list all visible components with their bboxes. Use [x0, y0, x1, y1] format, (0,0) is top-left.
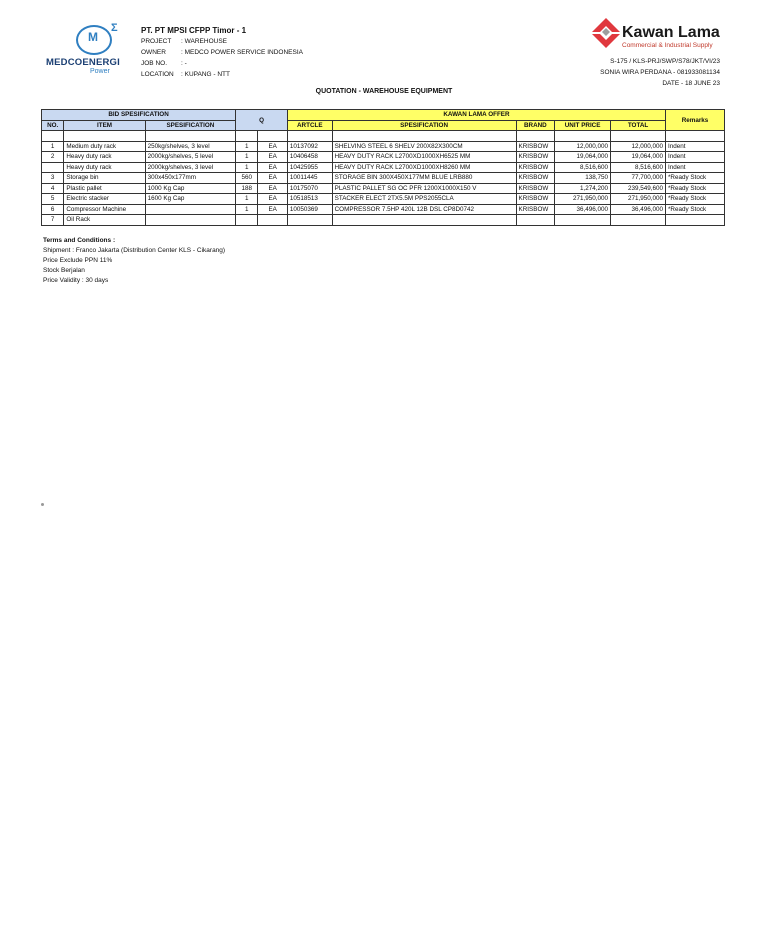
cell-no: 6	[42, 204, 64, 215]
quotation-table	[41, 109, 725, 226]
header-value: : -	[181, 60, 187, 67]
terms-line: Shipment : Franco Jakarta (Distribution Center KLS - Cikarang)	[43, 247, 226, 254]
cell-qty: 1	[236, 162, 258, 173]
bid-spec-group-header: BID SPESIFICATION	[42, 110, 236, 121]
cell-item: Electric stacker	[64, 194, 145, 205]
header-key: OWNER	[141, 49, 166, 56]
table-row	[42, 194, 725, 205]
medco-logo	[44, 22, 124, 80]
cell-brand: KRISBOW	[516, 141, 555, 152]
cell-brand	[516, 215, 555, 226]
cell-total: 239,549,600	[611, 183, 666, 194]
cell-offer-spec: COMPRESSOR 7.5HP 420L 12B DSL CP8D0742	[332, 204, 516, 215]
cell-offer-spec: HEAVY DUTY RACK L2700XD1000XH8260 MM	[332, 162, 516, 173]
cell-brand: KRISBOW	[516, 194, 555, 205]
col-unit-price: UNIT PRICE	[555, 120, 611, 131]
cell-article: 10406458	[287, 152, 332, 163]
cell-unit: EA	[258, 141, 287, 152]
cell-total	[611, 215, 666, 226]
company-title: PT. PT MPSI CFPP Timor - 1	[141, 26, 247, 35]
cell-remarks: Indent	[665, 162, 724, 173]
cell-brand: KRISBOW	[516, 152, 555, 163]
medco-sub: Power	[90, 68, 110, 75]
cell-item: Oil Rack	[64, 215, 145, 226]
cell-remarks: *Ready Stock	[665, 183, 724, 194]
cell-remarks	[665, 215, 724, 226]
cell-spec	[145, 215, 235, 226]
cell-article: 10050369	[287, 204, 332, 215]
medco-sigma: Σ	[111, 22, 118, 34]
date-line: DATE - 18 JUNE 23	[662, 80, 720, 87]
cell-remarks: *Ready Stock	[665, 173, 724, 184]
kawan-lama-name: Kawan Lama	[622, 24, 720, 41]
medco-name: MEDCOENERGI	[46, 57, 120, 68]
cell-item: Heavy duty rack	[64, 152, 145, 163]
cell-offer-spec	[332, 215, 516, 226]
remarks-header: Remarks	[665, 110, 724, 131]
kawan-lama-mark-icon	[592, 18, 620, 50]
cell-unit-price: 36,496,000	[555, 204, 611, 215]
table-row	[42, 204, 725, 215]
header-value: : WAREHOUSE	[181, 38, 227, 45]
cell-unit: EA	[258, 194, 287, 205]
cell-qty: 1	[236, 194, 258, 205]
cell-qty: 1	[236, 204, 258, 215]
cell-unit	[258, 215, 287, 226]
cell-spec: 250kg/shelves, 3 level	[145, 141, 235, 152]
header-row-job	[141, 60, 187, 67]
cell-total: 36,496,000	[611, 204, 666, 215]
cell-no	[42, 162, 64, 173]
header-value: : KUPANG - NTT	[181, 71, 230, 78]
cell-article: 10137092	[287, 141, 332, 152]
cell-brand: KRISBOW	[516, 204, 555, 215]
header-row-owner	[141, 49, 303, 56]
cell-unit: EA	[258, 173, 287, 184]
cell-total: 12,000,000	[611, 141, 666, 152]
terms-line: Price Exclude PPN 11%	[43, 257, 113, 264]
terms-heading: Terms and Conditions :	[43, 237, 116, 244]
cell-unit: EA	[258, 162, 287, 173]
cell-no: 2	[42, 152, 64, 163]
cell-item: Medium duty rack	[64, 141, 145, 152]
spacer-row	[42, 131, 725, 142]
offer-group-header: KAWAN LAMA OFFER	[287, 110, 665, 121]
cell-spec: 300x450x177mm	[145, 173, 235, 184]
cell-unit: EA	[258, 204, 287, 215]
cell-remarks: *Ready Stock	[665, 204, 724, 215]
cell-unit-price: 8,516,600	[555, 162, 611, 173]
header-row-project	[141, 38, 227, 45]
cell-brand: KRISBOW	[516, 173, 555, 184]
kawan-lama-logo	[592, 18, 726, 54]
cell-offer-spec: STACKER ELECT 2TX5.5M PPS2055CLA	[332, 194, 516, 205]
stray-dot	[41, 503, 44, 506]
cell-unit-price: 12,000,000	[555, 141, 611, 152]
cell-spec	[145, 204, 235, 215]
cell-spec: 1000 Kg Cap	[145, 183, 235, 194]
cell-remarks: *Ready Stock	[665, 194, 724, 205]
col-total: TOTAL	[611, 120, 666, 131]
cell-offer-spec: SHELVING STEEL 6 SHELV 200X82X300CM	[332, 141, 516, 152]
table-row	[42, 173, 725, 184]
header-value: : MEDCO POWER SERVICE INDONESIA	[181, 49, 303, 56]
col-spec: SPESIFICATION	[145, 120, 235, 131]
col-item: ITEM	[64, 120, 145, 131]
cell-item: Plastic pallet	[64, 183, 145, 194]
cell-spec: 2000kg/shelves, 3 level	[145, 162, 235, 173]
cell-spec: 1600 Kg Cap	[145, 194, 235, 205]
table-row	[42, 162, 725, 173]
table-row	[42, 141, 725, 152]
cell-total: 19,064,000	[611, 152, 666, 163]
cell-article: 10175070	[287, 183, 332, 194]
header-key: LOCATION	[141, 71, 174, 78]
cell-offer-spec: HEAVY DUTY RACK L2700XD1000XH6525 MM	[332, 152, 516, 163]
col-offer-spec: SPESIFICATION	[332, 120, 516, 131]
cell-article: 10518513	[287, 194, 332, 205]
kawan-lama-tagline: Commercial & Industrial Supply	[622, 42, 713, 49]
contact-line: SONIA WIRA PERDANA - 081933081134	[600, 69, 720, 76]
cell-no: 3	[42, 173, 64, 184]
cell-unit-price: 271,950,000	[555, 194, 611, 205]
cell-total: 8,516,600	[611, 162, 666, 173]
cell-no: 5	[42, 194, 64, 205]
cell-spec: 2000kg/shelves, 5 level	[145, 152, 235, 163]
cell-unit-price: 1,274,200	[555, 183, 611, 194]
cell-unit: EA	[258, 183, 287, 194]
cell-total: 271,950,000	[611, 194, 666, 205]
cell-unit: EA	[258, 152, 287, 163]
cell-remarks: Indent	[665, 141, 724, 152]
cell-unit-price: 19,064,000	[555, 152, 611, 163]
table-row	[42, 183, 725, 194]
cell-offer-spec: STORAGE BIN 300X450X177MM BLUE LRB880	[332, 173, 516, 184]
cell-article: 10011445	[287, 173, 332, 184]
table-row	[42, 215, 725, 226]
cell-unit-price	[555, 215, 611, 226]
quantity-group-header: Q	[236, 110, 288, 131]
header-key: PROJECT	[141, 38, 172, 45]
cell-qty: 560	[236, 173, 258, 184]
cell-no: 7	[42, 215, 64, 226]
cell-item: Storage bin	[64, 173, 145, 184]
cell-remarks: Indent	[665, 152, 724, 163]
terms-line: Stock Berjalan	[43, 267, 85, 274]
col-no: NO.	[42, 120, 64, 131]
cell-article	[287, 215, 332, 226]
cell-article: 10425955	[287, 162, 332, 173]
header-key: JOB NO.	[141, 60, 168, 67]
cell-no: 4	[42, 183, 64, 194]
table-row	[42, 152, 725, 163]
document-title: QUOTATION - WAREHOUSE EQUIPMENT	[315, 88, 453, 95]
col-brand: BRAND	[516, 120, 555, 131]
cell-offer-spec: PLASTIC PALLET SG OC PFR 1200X1000X150 V	[332, 183, 516, 194]
cell-qty: 188	[236, 183, 258, 194]
col-article: ARTCLE	[287, 120, 332, 131]
terms-line: Price Validity : 30 days	[43, 277, 109, 284]
cell-brand: KRISBOW	[516, 183, 555, 194]
cell-qty	[236, 215, 258, 226]
cell-qty: 1	[236, 141, 258, 152]
reference-number: S-175 / KLS-PRJ/SWP/S78/JKT/VI/23	[610, 58, 720, 65]
cell-item: Heavy duty rack	[64, 162, 145, 173]
cell-no: 1	[42, 141, 64, 152]
cell-total: 77,700,000	[611, 173, 666, 184]
header-row-location	[141, 71, 230, 78]
cell-unit-price: 138,750	[555, 173, 611, 184]
cell-item: Compressor Machine	[64, 204, 145, 215]
cell-qty: 1	[236, 152, 258, 163]
medco-mark: M	[88, 30, 98, 44]
cell-brand: KRISBOW	[516, 162, 555, 173]
